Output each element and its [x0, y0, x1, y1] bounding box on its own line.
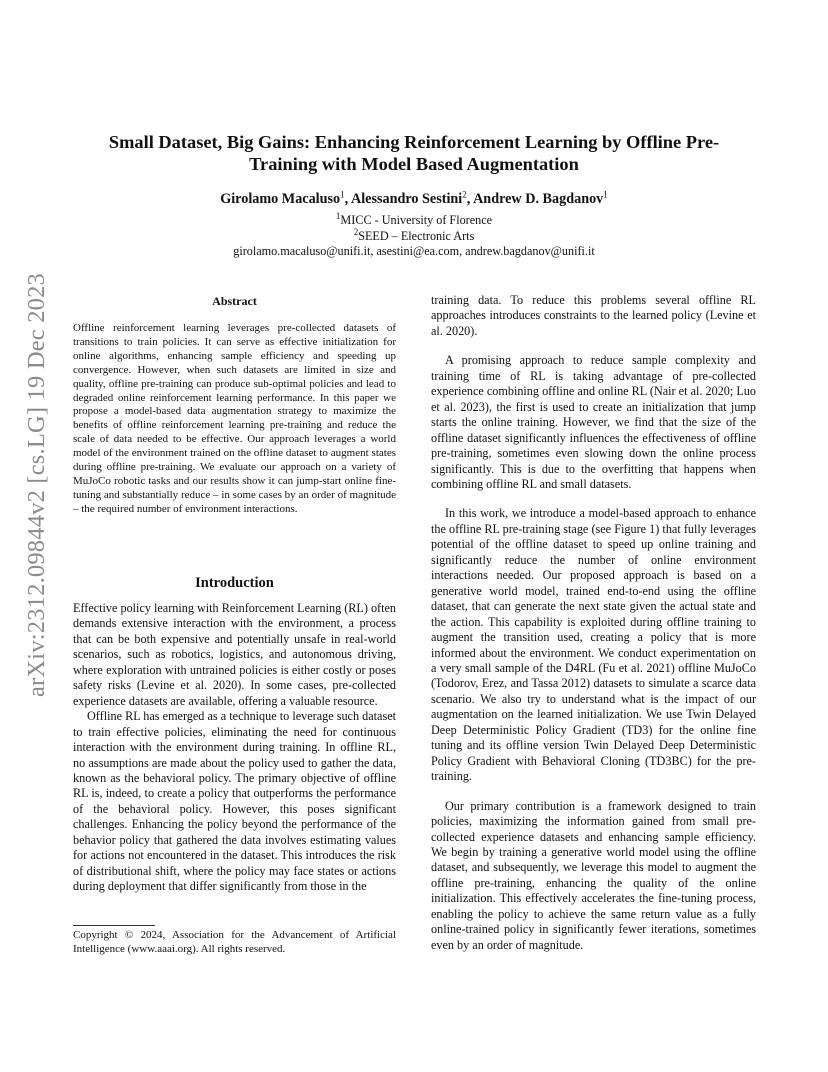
author-emails: girolamo.macaluso@unifi.it, asestini@ea.com, andrew.bagdanov@unifi.it: [233, 244, 595, 258]
introduction-heading: Introduction: [195, 575, 274, 591]
author-name: Girolamo Macaluso: [220, 191, 341, 207]
abstract-text: Offline reinforcement learning leverages pre-collected datasets of transitions to train policies. It can serve as effective initialization for online algorithms, enhancing sample efficiency and speeding up convergence. However, when such datasets are limited in size and quality, offline pre-training can produce sub-optimal policies and lead to degraded online reinforcement learning performance. In this paper we propose a model-based data augmentation strategy to maximize the benefits of offline reinforcement learning pre-training and reduce the scale of data needed to be effective. Our approach leverages a world model of the environment trained on the offline dataset to augment states during offline pre-training. We evaluate our approach on a variety of MuJoCo robotic tasks and our results show it can jump-start online fine-tuning and substantially reduce – in some cases by an order of magnitude – the required number of environment interactions.: [73, 322, 396, 515]
affiliation-line: $^2$SEED – Electronic Arts: [353, 226, 475, 243]
author-affiliation-mark: 1: [340, 189, 345, 200]
copyright-notice: Copyright © 2024, Association for the Advancement of Artificial Intelligence (www.aaai.org). All rights reserved.: [73, 929, 396, 955]
paragraph: training data. To reduce this problems several offline RL approaches introduces constraints to the learned policy (Levine et al. 2020).: [431, 293, 756, 338]
paragraph: In this work, we introduce a model-based approach to enhance the offline RL pre-training stage (see Figure 1) that fully leverages potential of the offline dataset to speed up online training and significantly reduce the number of online environment interactions needed. Our proposed approach is based on a generative world model, trained end-to-end using the offline dataset, that can generate the next state given the actual state and the action. This capability is exploited during offline training to augment the transition used, creating a policy that is more informed about the environment. We conduct experimentation on a very small sample of the D4RL (Fu et al. 2021) offline MuJoCo (Todorov, Erez, and Tassa 2012) datasets to simulate a scarce data scenario. We also try to understand what is the impact of our augmentation on the learned initialization. We use Twin Delayed Deep Deterministic Policy Gradient (TD3) for the online fine tuning and its offline version Twin Delayed Deep Deterministic Policy Gradient with Behavioral Cloning (TD3BC) for the pre-training.: [431, 506, 756, 784]
paper-title: Small Dataset, Big Gains: Enhancing Reinforcement Learning by Offline Pre-Training with Model Based Augmentation: [108, 132, 720, 174]
affiliation-line: $^1$MICC - University of Florence: [335, 210, 493, 227]
author-list: Girolamo Macaluso$^1$, Alessandro Sestini$^2$, Andrew D. Bagdanov$^1$: [220, 189, 608, 207]
left-column-body: [73, 601, 396, 895]
author-name: Alessandro Sestini: [350, 191, 463, 207]
affiliations: [90, 210, 738, 260]
author-affiliation-mark: 1: [603, 189, 608, 200]
author-name: Andrew D. Bagdanov: [473, 191, 604, 207]
paragraph: Effective policy learning with Reinforcement Learning (RL) often demands extensive interaction with the environment, a process that can be both expensive and potentially unsafe in real-world scenarios, such as robotics, logistics, and autonomous driving, where exploration with untrained policies is either costly or poses safety risks (Levine et al. 2020). In some cases, pre-collected experience datasets are available, offering a valuable resource.: [73, 601, 396, 708]
author-affiliation-mark: 2: [462, 189, 467, 200]
arxiv-identifier-stamp: [22, 272, 52, 698]
paragraph: Our primary contribution is a framework designed to train policies, maximizing the information gained from small pre-collected experience datasets and enhancing sample efficiency. We begin by training a generative world model using the offline dataset, and subsequently, we leverage this model to augment the offline pre-training, enhancing the quality of the online initialization. This effectively accelerates the fine-tuning process, enabling the policy to achieve the same return value as a fully online-trained policy in significantly fewer iterations, sometimes even by an order of magnitude.: [431, 798, 756, 952]
abstract-heading: Abstract: [212, 294, 257, 308]
paragraph: A promising approach to reduce sample complexity and training time of RL is taking advantage of pre-collected experience combining offline and online RL (Nair et al. 2020; Luo et al. 2023), the first is used to create an initialization that jump starts the online training. However, we find that the size of the offline dataset significantly influences the effectiveness of offline pre-training, sometimes even slowing down the online process significantly. This is due to the overfitting that happens when combining offline RL and small datasets.: [431, 353, 756, 491]
footnote-rule: [73, 925, 155, 926]
right-column-body: [431, 293, 756, 953]
arxiv-stamp-text: arXiv:2312.09844v2 [cs.LG] 19 Dec 2023: [23, 272, 50, 698]
paragraph: Offline RL has emerged as a technique to leverage such dataset to train effective policies, eliminating the need for continuous interaction with the environment during training. In offline RL, no assumptions are made about the policy used to gather the data, known as the behavioral policy. The primary objective of offline RL is, indeed, to create a policy that outperforms the performance of the behavioral policy. However, this poses significant challenges. Enhancing the policy beyond the performance of the behavior policy that gathered the data involves estimating values for actions not encountered in the dataset. This introduces the risk of distributional shift, where the policy may face states or actions during deployment that differ significantly from those in the: [73, 709, 396, 894]
